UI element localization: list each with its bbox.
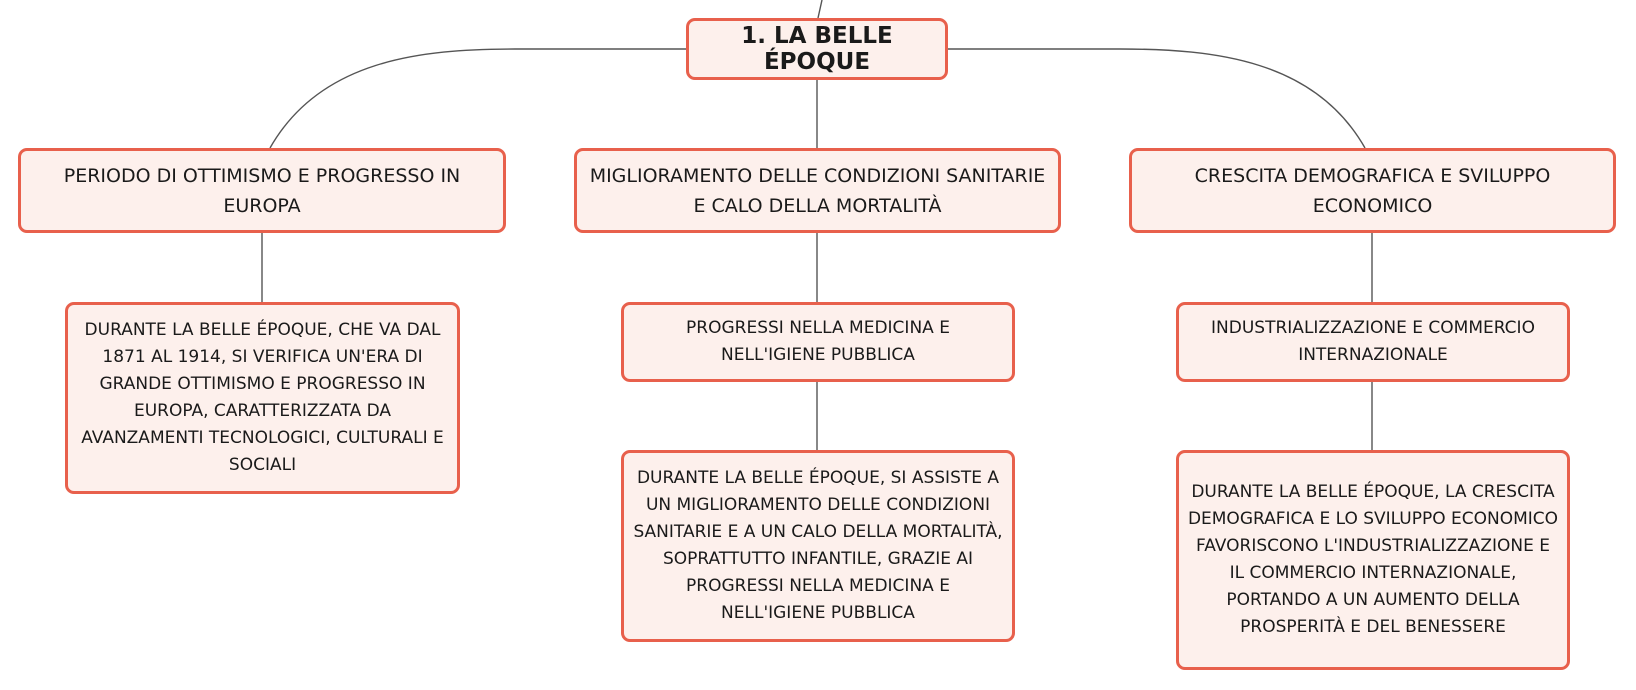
connector-root-branch-3 bbox=[948, 49, 1365, 148]
connector-incoming bbox=[818, 0, 822, 18]
leaf-node-label: DURANTE LA BELLE ÉPOQUE, SI ASSISTE A UN MIGLIORAMENTO DELLE CONDIZIONI SANITARIE E A UN CALO DELLA MORTALITÀ, SOPRATTUTTO INFANTILE, GRAZIE AI PROGRESSI NELLA MEDICINA E NELL'IGIENE PUBBLICA bbox=[633, 468, 1003, 623]
child-node-industrialization[interactable] bbox=[1176, 302, 1570, 382]
leaf-node-optimism-description[interactable] bbox=[65, 302, 460, 494]
root-node[interactable] bbox=[686, 18, 948, 80]
child-node-medicine-progress[interactable] bbox=[621, 302, 1015, 382]
branch-node-label: PERIODO DI OTTIMISMO E PROGRESSO IN EUROPA bbox=[63, 164, 461, 217]
leaf-node-sanitary-description[interactable] bbox=[621, 450, 1015, 642]
root-node-label: 1. LA BELLE ÉPOQUE bbox=[741, 23, 893, 75]
branch-node-optimism[interactable] bbox=[18, 148, 506, 233]
leaf-node-label: DURANTE LA BELLE ÉPOQUE, CHE VA DAL 1871 AL 1914, SI VERIFICA UN'ERA DI GRANDE OTTIMISMO E PROGRESSO IN EUROPA, CARATTERIZZATA DA AVANZAMENTI TECNOLOGICI, CULTURALI E SOCIALI bbox=[81, 320, 444, 475]
branch-node-demographic[interactable] bbox=[1129, 148, 1616, 233]
branch-node-label: CRESCITA DEMOGRAFICA E SVILUPPO ECONOMICO bbox=[1194, 164, 1551, 217]
leaf-node-demographic-description[interactable] bbox=[1176, 450, 1570, 670]
leaf-node-label: DURANTE LA BELLE ÉPOQUE, LA CRESCITA DEMOGRAFICA E LO SVILUPPO ECONOMICO FAVORISCONO L'INDUSTRIALIZZAZIONE E IL COMMERCIO INTERNAZIONALE, PORTANDO A UN AUMENTO DELLA PROSPERITÀ E DEL BENESSERE bbox=[1187, 482, 1559, 637]
branch-node-sanitary[interactable] bbox=[574, 148, 1061, 233]
child-node-label: INDUSTRIALIZZAZIONE E COMMERCIO INTERNAZIONALE bbox=[1211, 318, 1535, 365]
branch-node-label: MIGLIORAMENTO DELLE CONDIZIONI SANITARIE E CALO DELLA MORTALITÀ bbox=[589, 164, 1046, 217]
connector-root-branch-1 bbox=[270, 49, 686, 148]
child-node-label: PROGRESSI NELLA MEDICINA E NELL'IGIENE PUBBLICA bbox=[686, 318, 950, 365]
